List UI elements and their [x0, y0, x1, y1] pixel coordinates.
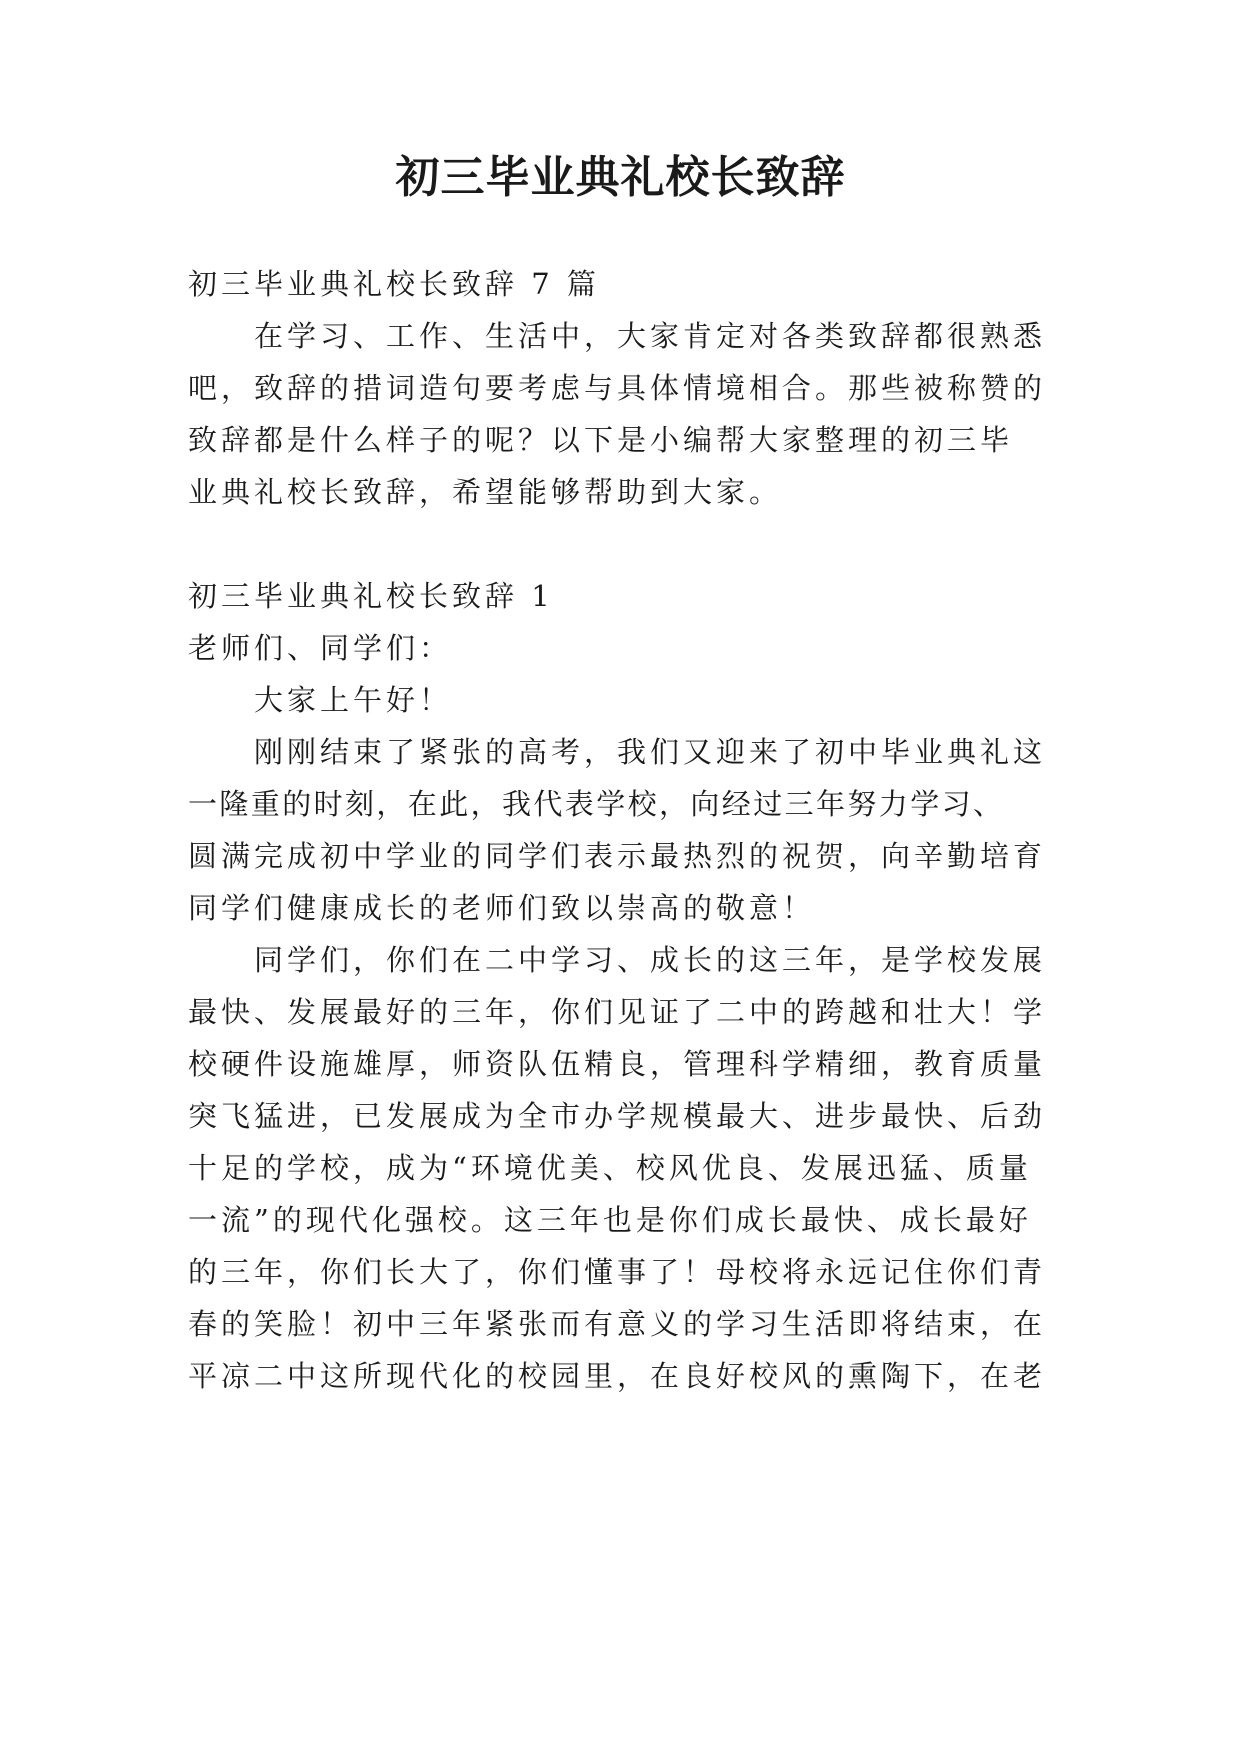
paragraph-line: 十足的学校，成为“环境优美、校风优良、发展迅猛、质量	[188, 1151, 1032, 1185]
paragraph-line: 最快、发展最好的三年，你们见证了二中的跨越和壮大！学	[188, 995, 1047, 1029]
paragraph-line: 同学们健康成长的老师们致以崇高的敬意！	[188, 891, 816, 925]
document-subtitle: 初三毕业典礼校长致辞 7 篇	[188, 267, 600, 301]
paragraph-line: 一隆重的时刻，在此，我代表学校，向经过三年努力学习、	[188, 787, 1005, 821]
paragraph-line: 刚刚结束了紧张的高考，我们又迎来了初中毕业典礼这	[254, 735, 1047, 769]
paragraph-line: 突飞猛进，已发展成为全市办学规模最大、进步最快、后劲	[188, 1099, 1047, 1133]
document-title: 初三毕业典礼校长致辞	[395, 152, 846, 203]
paragraph-line: 圆满完成初中学业的同学们表示最热烈的祝贺，向辛勤培育	[188, 839, 1047, 873]
paragraph-line: 同学们，你们在二中学习、成长的这三年，是学校发展	[254, 943, 1047, 977]
paragraph-line: 春的笑脸！初中三年紧张而有意义的学习生活即将结束，在	[188, 1307, 1047, 1341]
paragraph-line: 一流”的现代化强校。这三年也是你们成长最快、成长最好	[188, 1203, 1032, 1237]
intro-line: 致辞都是什么样子的呢？以下是小编帮大家整理的初三毕	[188, 423, 1014, 457]
intro-line: 在学习、工作、生活中，大家肯定对各类致辞都很熟悉	[254, 319, 1047, 353]
section-heading: 初三毕业典礼校长致辞 1	[188, 579, 554, 613]
paragraph-line: 校硬件设施雄厚，师资队伍精良，管理科学精细，教育质量	[188, 1047, 1047, 1081]
greeting: 大家上午好！	[254, 683, 453, 717]
salutation: 老师们、同学们：	[188, 631, 453, 665]
intro-line: 业典礼校长致辞，希望能够帮助到大家。	[188, 475, 783, 509]
paragraph-line: 平凉二中这所现代化的校园里，在良好校风的熏陶下，在老	[188, 1359, 1047, 1393]
paragraph-line: 的三年，你们长大了，你们懂事了！母校将永远记住你们青	[188, 1255, 1047, 1289]
intro-line: 吧，致辞的措词造句要考虑与具体情境相合。那些被称赞的	[188, 371, 1047, 405]
